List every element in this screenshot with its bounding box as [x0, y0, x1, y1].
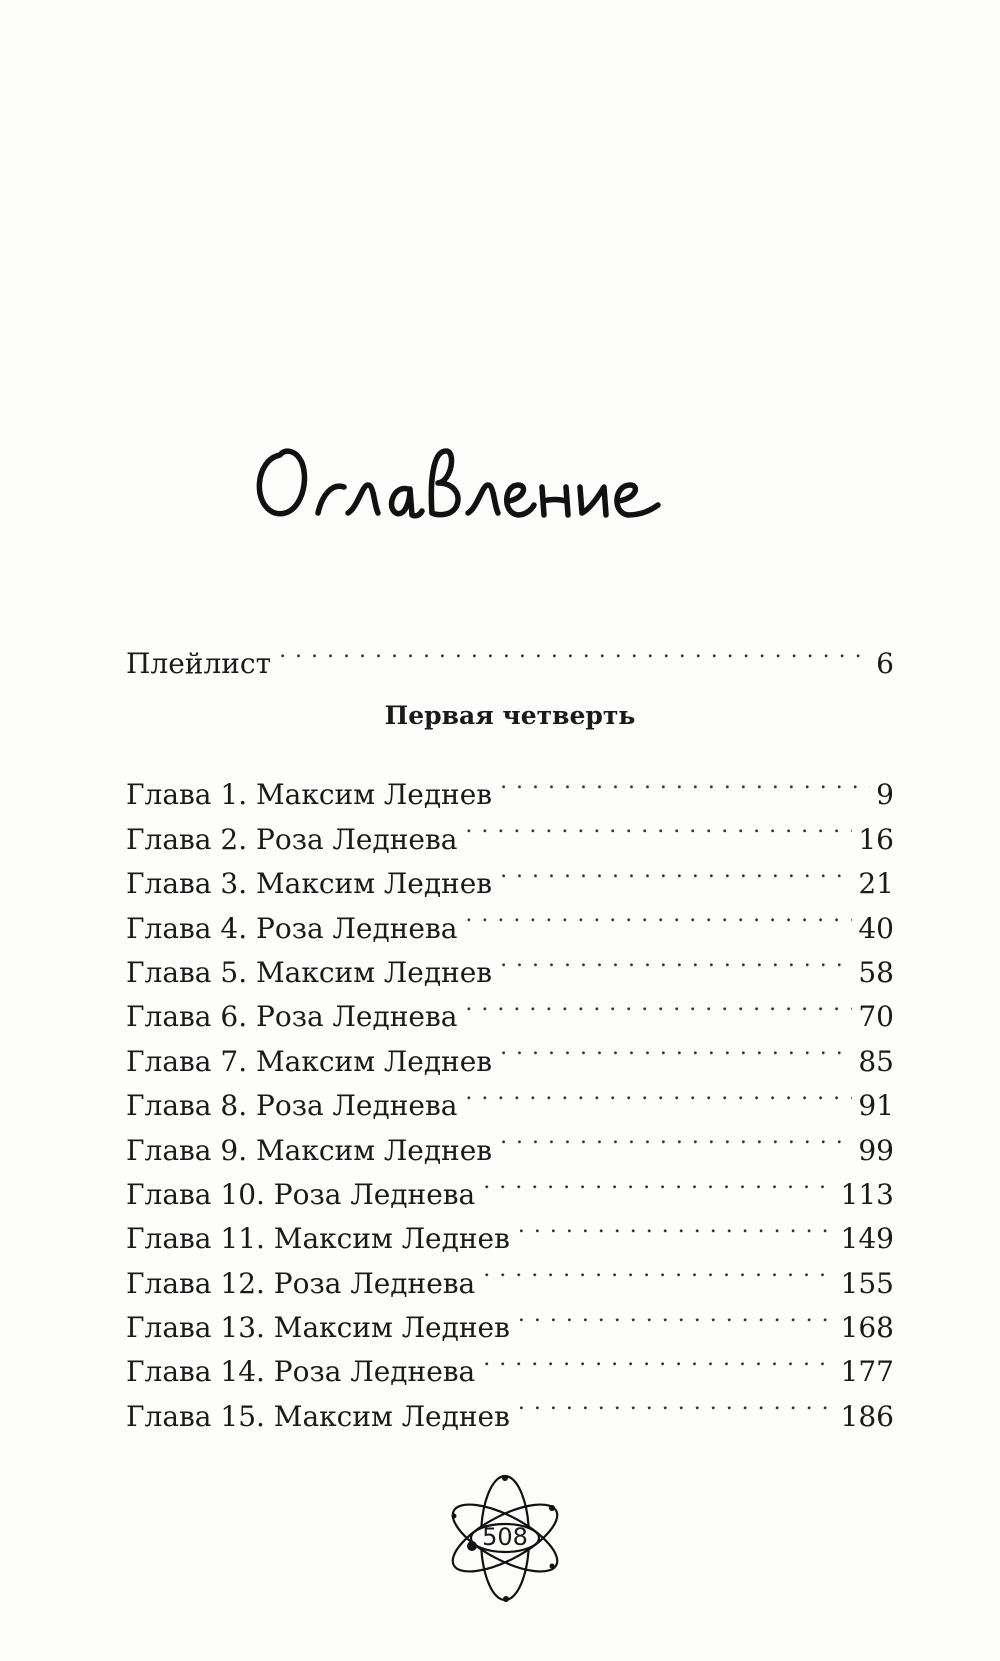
- leader-dots: [483, 1160, 834, 1204]
- chapter-list: [126, 760, 894, 1433]
- leader-dots: [465, 804, 852, 848]
- toc-entry-label: Глава 4. Роза Леднева: [126, 911, 458, 945]
- leader-dots: [500, 1115, 852, 1159]
- toc-page-number: 6: [876, 647, 894, 680]
- leader-dots: [500, 1026, 852, 1070]
- toc-entry-label: Глава 8. Роза Леднева: [126, 1089, 458, 1123]
- leader-dots: [518, 1381, 835, 1425]
- toc-page-number: 149: [840, 1222, 894, 1256]
- page-title: [0, 415, 1000, 545]
- page-number: 508: [482, 1523, 528, 1551]
- toc-page-number: 91: [858, 1089, 894, 1123]
- toc-page-number: 85: [858, 1044, 894, 1078]
- leader-dots: [518, 1204, 835, 1248]
- toc-row-playlist[interactable]: [126, 628, 894, 680]
- toc-page-number: 21: [858, 867, 894, 901]
- toc-page-number: 177: [840, 1355, 894, 1389]
- leader-dots: [500, 938, 852, 982]
- toc-entry-label: Глава 2. Роза Леднева: [126, 822, 458, 856]
- leader-dots: [518, 1293, 835, 1337]
- toc-page-number: 99: [858, 1133, 894, 1167]
- leader-dots: [465, 1071, 852, 1115]
- toc-page-number: 186: [840, 1399, 894, 1433]
- toc-entry-label: Глава 3. Максим Леднев: [126, 867, 493, 901]
- leader-dots: [465, 982, 852, 1026]
- toc-entry-label: Глава 15. Максим Леднев: [126, 1399, 510, 1433]
- toc-page-number: 58: [858, 955, 894, 989]
- toc-entry-label: Глава 11. Максим Леднев: [126, 1222, 510, 1256]
- toc-page-number: 16: [858, 822, 894, 856]
- toc-entry-label: Глава 14. Роза Леднева: [126, 1355, 476, 1389]
- toc-page-number: 70: [858, 1000, 894, 1034]
- leader-dots: [465, 893, 852, 937]
- leader-dots: [279, 628, 870, 673]
- toc-entry-label: Глава 5. Максим Леднев: [126, 955, 493, 989]
- toc-entry-label: Глава 9. Максим Леднев: [126, 1133, 493, 1167]
- leader-dots: [483, 1248, 834, 1292]
- toc-page-number: 113: [840, 1177, 894, 1211]
- handwritten-title: [240, 415, 760, 545]
- toc-entry-label: Глава 10. Роза Леднева: [126, 1177, 476, 1211]
- section-heading: Первая четверть: [384, 701, 636, 730]
- toc-entry-label: Плейлист: [126, 647, 272, 680]
- toc-entry-label: Глава 1. Максим Леднев: [126, 778, 493, 812]
- table-of-contents: [126, 628, 894, 1433]
- toc-page-number: 168: [840, 1311, 894, 1345]
- toc-page-number: 40: [858, 911, 894, 945]
- toc-entry-label: Глава 7. Максим Леднев: [126, 1044, 493, 1078]
- leader-dots: [500, 849, 852, 893]
- toc-entry-label: Глава 6. Роза Леднева: [126, 1000, 458, 1034]
- toc-page-number: 155: [840, 1266, 894, 1300]
- page-folio: [440, 1466, 570, 1616]
- leader-dots: [500, 760, 870, 804]
- toc-row-chapter-1[interactable]: [126, 760, 894, 812]
- toc-page-number: 9: [876, 778, 894, 812]
- leader-dots: [483, 1337, 834, 1381]
- toc-entry-label: Глава 13. Максим Леднев: [126, 1311, 510, 1345]
- toc-entry-label: Глава 12. Роза Леднева: [126, 1266, 476, 1300]
